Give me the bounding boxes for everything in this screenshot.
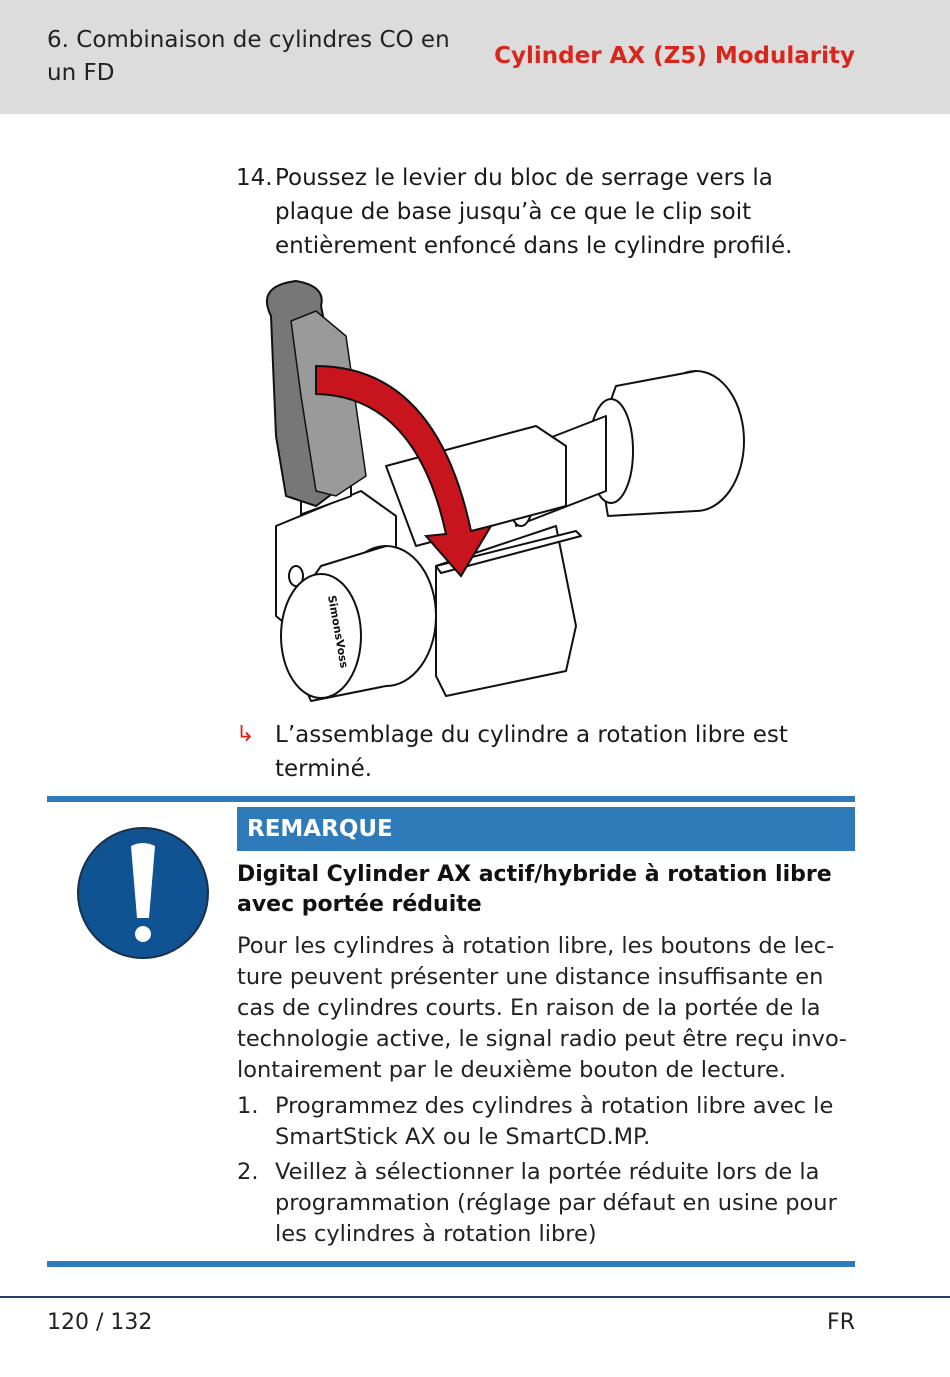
- footer-rule: [0, 1296, 950, 1298]
- result-arrow-icon: ↳: [236, 722, 255, 747]
- chapter-title: 6. Combinaison de cylindres CO en un FD: [47, 27, 450, 86]
- page-number: 120 / 132: [47, 1310, 153, 1335]
- result-text: L’assemblage du cylindre a rotation libre est terminé.: [275, 722, 788, 782]
- list-item-number: 2.: [237, 1159, 259, 1185]
- product-title: Cylinder AX (Z5) Modularity: [494, 43, 855, 69]
- note-list: [237, 1091, 857, 1254]
- note-top-rule: [47, 796, 855, 802]
- list-item-number: 1.: [237, 1093, 259, 1119]
- step-text: Poussez le levier du bloc de serrage vers la plaque de base jusqu’à ce que le clip soit entièrement enfoncé dans le cylindre profilé.: [275, 165, 793, 259]
- language-code: FR: [827, 1310, 855, 1335]
- note-body: Pour les cylindres à rotation libre, les boutons de lecture peuvent présenter une distance insuffisante en cas de cylindres courts. En raison de la portée de la technologie active, le signal radio peut être reçu involontairement par le deuxième bouton de lecture.: [237, 933, 847, 1083]
- list-item-text: Programmez des cylindres à rotation libre avec le SmartStick AX ou le SmartCD.MP.: [275, 1093, 834, 1150]
- exclamation-icon: [76, 826, 210, 960]
- instruction-step: [236, 161, 856, 263]
- cylinder-illustration: [236, 276, 766, 706]
- list-item: [237, 1157, 857, 1250]
- note-title: Digital Cylinder AX actif/hybride à rotation libre avec portée réduite: [237, 862, 832, 917]
- knob-brand-label: SimonsVoss: [325, 594, 351, 670]
- list-item-text: Veillez à sélectionner la portée réduite lors de la programmation (réglage par défaut en usine pour les cylindres à rotation libre): [275, 1159, 837, 1247]
- page-header: [0, 0, 950, 114]
- step-number: 14.: [236, 165, 273, 191]
- note-bottom-rule: [47, 1261, 855, 1267]
- result-line: [236, 718, 856, 786]
- list-item: [237, 1091, 857, 1153]
- cylinder-assembly-drawing: [236, 276, 766, 706]
- note-banner: REMARQUE: [237, 807, 855, 851]
